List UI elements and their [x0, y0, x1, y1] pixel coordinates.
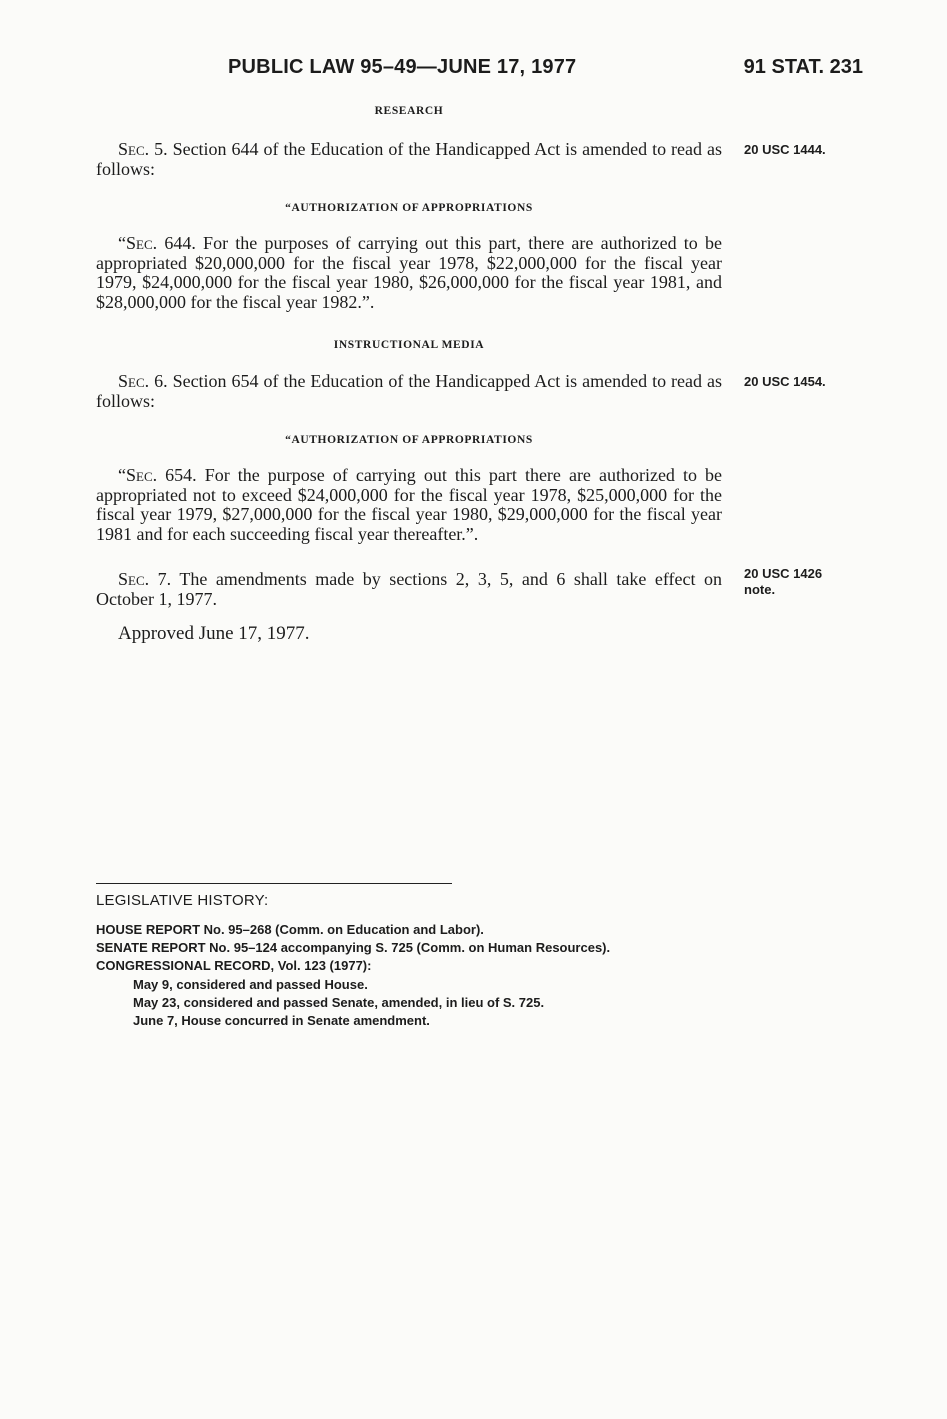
- approval-date: Approved June 17, 1977.: [118, 623, 310, 644]
- section-label: “Sec.: [118, 465, 158, 485]
- page-title: PUBLIC LAW 95–49—JUNE 17, 1977: [228, 56, 577, 78]
- section-label: Sec.: [118, 139, 150, 159]
- section-text: 5. Section 644 of the Education of the Handicapped Act is amended to read as follows:: [96, 139, 722, 179]
- house-report-line: HOUSE REPORT No. 95–268 (Comm. on Education and Labor).: [96, 922, 484, 937]
- history-entry: May 23, considered and passed Senate, amended, in lieu of S. 725.: [133, 995, 545, 1010]
- authorization-heading-2: “AUTHORIZATION OF APPROPRIATIONS: [285, 434, 533, 446]
- margin-note-20-usc-1426: [744, 566, 874, 598]
- section-654-paragraph: [96, 466, 722, 544]
- section-5-paragraph: [96, 140, 722, 179]
- history-entry: May 9, considered and passed House.: [133, 977, 368, 992]
- section-644-paragraph: [96, 234, 722, 312]
- section-7-paragraph: [96, 570, 722, 609]
- footnote-divider: [96, 883, 452, 884]
- section-text: 6. Section 654 of the Education of the Handicapped Act is amended to read as follows:: [96, 371, 722, 411]
- section-label: “Sec.: [118, 233, 158, 253]
- instructional-media-heading: INSTRUCTIONAL MEDIA: [333, 339, 485, 351]
- section-label: Sec.: [118, 371, 150, 391]
- senate-report-line: SENATE REPORT No. 95–124 accompanying S. 725 (Comm. on Human Resources).: [96, 940, 611, 955]
- congressional-record-line: CONGRESSIONAL RECORD, Vol. 123 (1977):: [96, 958, 372, 973]
- margin-note-line: note.: [744, 582, 776, 597]
- statute-page-number: 91 STAT. 231: [743, 56, 863, 78]
- section-text: 644. For the purposes of carrying out this part, there are authorized to be appropriated $20,000,000 for the fiscal year 1978, $22,000,000 for the fiscal year 1979, $24,000,000 for the fiscal year 1980, $26,000,000 for the fiscal year 1981, and $28,000,000 for the fiscal year 1982.”.: [96, 233, 722, 312]
- research-heading: RESEARCH: [374, 105, 444, 117]
- page-header: [0, 56, 947, 86]
- margin-note-line: 20 USC 1426: [744, 566, 823, 581]
- margin-note-20-usc-1444: 20 USC 1444.: [744, 142, 826, 157]
- section-text: 654. For the purpose of carrying out this part there are authorized to be appropriated not to exceed $24,000,000 for the fiscal year 1978, $25,000,000 for the fiscal year 1979, $27,000,000 for the fiscal year 1980, $29,000,000 for the fiscal year 1981 and for each succeeding fiscal year thereafter.”.: [96, 465, 722, 544]
- legislative-history-title: LEGISLATIVE HISTORY:: [96, 892, 269, 909]
- section-text: 7. The amendments made by sections 2, 3, 5, and 6 shall take effect on October 1, 1977.: [96, 569, 722, 609]
- section-label: Sec.: [118, 569, 150, 589]
- history-entry: June 7, House concurred in Senate amendment.: [133, 1013, 430, 1028]
- section-6-paragraph: [96, 372, 722, 411]
- authorization-heading-1: “AUTHORIZATION OF APPROPRIATIONS: [285, 202, 533, 214]
- margin-note-20-usc-1454: 20 USC 1454.: [744, 374, 826, 389]
